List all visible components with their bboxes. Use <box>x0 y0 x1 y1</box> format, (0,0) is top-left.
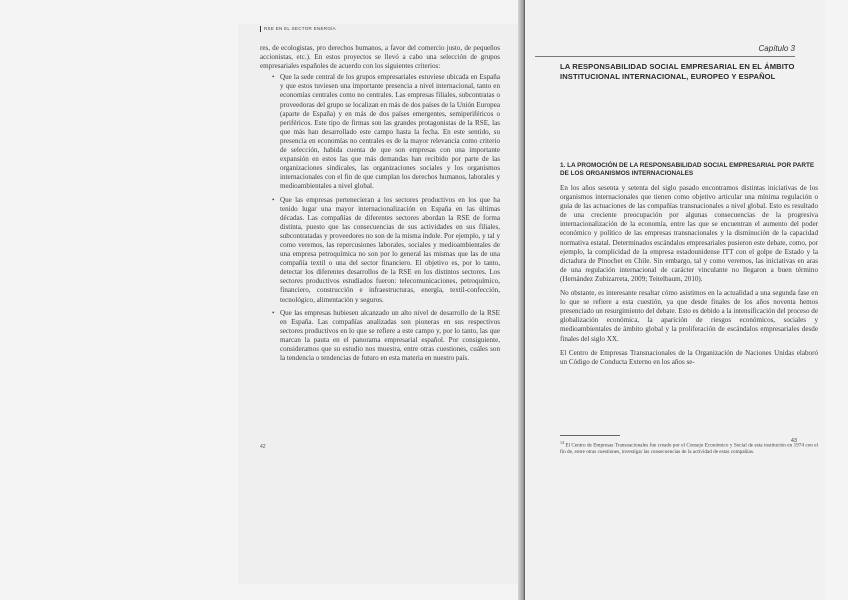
footnote <box>560 440 818 456</box>
body-paragraph: No obstante, es interesante resaltar cómo asistimos en la actualidad a una segunda fase en lo que se refiere a esta cuestión, ya que desde finales de los años noventa hemos presenciado un resurgimiento del debate. Esto es debido a la intensificación del proceso de globalización económica, la aparición de riesgos económicos, sociales y medioambientales de ámbito global y la proliferación de escándalos empresariales desde finales del siglo XX. <box>560 289 818 343</box>
footnote-rule <box>560 435 620 436</box>
chapter-label: Capítulo 3 <box>758 44 795 53</box>
page-number-right: 43 <box>790 438 797 444</box>
right-page <box>525 0 825 600</box>
criteria-list <box>260 73 500 363</box>
left-intro-paragraph: res, de ecologistas, pro derechos humanos, a favor del comercio justo, de pequeños accionistas, etc.). En estos proyectos se llevó a cabo una selección de grupos empresariales españoles de acuerdo con los siguientes criterios: <box>260 44 500 71</box>
criteria-item: • Que las empresas hubiesen alcanzado un alto nivel de desarrollo de la RSE en España. Las compañías analizadas son pioneras en sus respectivos sectores productivos en lo que se refiere a este campo y, por lo tanto, las que marcan la pauta en el panorama empresarial español. Por consiguiente, consideramos que su estudio nos muestra, entre otras cuestiones, cuáles son la tendencia o tendencias de futuro en esta materia en nuestro país. <box>280 309 500 364</box>
chapter-rule <box>535 56 795 57</box>
body-paragraph: El Centro de Empresas Transnacionales de la Organización de Naciones Unidas elaboró un Código de Conducta Externo en los años se- <box>560 348 818 366</box>
section-heading: 1. LA PROMOCIÓN DE LA RESPONSABILIDAD SOCIAL EMPRESARIAL POR PARTE DE LOS ORGANISMOS INTERNACIONALES <box>560 162 815 178</box>
right-body-text <box>560 184 818 372</box>
criteria-item: • Que las empresas pertenecieran a los sectores productivos en los que ha tenido lugar una mayor internacionalización en España en las últimas décadas. Las compañías de diferentes sectores abordan la RSE de forma distinta, puesto que las consecuencias de sus actividades en sus filiales, subcontratadas y proveedores no son de la misma índole. Por ejemplo, y tal y como veremos, las repercusiones laborales, sociales y medioambientales de una empresa petroquímica no son por lo general las mismas que las de una compañía textil o una del sector financiero. El objetivo es, por lo tanto, detectar los diferentes desarrollos de la RSE en los distintos sectores. Los sectores productivos estudiados fueron: telecomunicaciones, petroquímico, financiero, construcción e infraestructuras, energía, textil-confección, tecnológico, alimentación y seguros. <box>280 196 500 305</box>
body-paragraph: En los años sesenta y setenta del siglo pasado encontramos distintas iniciativas de los organismos internacionales que tienen como objetivo articular una mínima regulación o guía de las actuaciones de las compañías transnacionales a nivel global. Esto es resultado de una creciente preocupación por algunas consecuencias de la progresiva internacionalización de la economía, entre las que se encuentran el aumento del poder económico y político de las empresas transnacionales y la disminución de la capacidad normativa estatal. Determinados escándalos empresariales pusieron este debate, como, por ejemplo, la complicidad de la empresa estadounidense ITT con el golpe de Estado y la dictadura de Pinochet en Chile. Sin embargo, tal y como veremos, las iniciativas en aras de una regulación internacional de carácter vinculante no llegaron a buen término (Hernández Zubizarreta, 2009; Teitelbaum, 2010). <box>560 184 818 283</box>
footnote-marker: 14 <box>560 440 564 445</box>
running-head: RSE EN EL SECTOR ENERGÍA <box>260 26 336 32</box>
footnote-text: El Centro de Empresas Transnacionales fue creado por el Consejo Económico y Social de esta institución en 1974 con el fin de, entre otras cuestiones, investigar las consecuencias de la actividad de estas compañías. <box>560 442 818 456</box>
chapter-title: LA RESPONSABILIDAD SOCIAL EMPRESARIAL EN EL ÁMBITO INSTITUCIONAL INTERNACIONAL, EUROPEO Y ESPAÑOL <box>560 62 795 81</box>
criteria-item: • Que la sede central de los grupos empresariales estuviese ubicada en España y que estos tuviesen una importante presencia a nivel internacional, tanto en economías centrales como no centrales. Las empresas filiales, subcontratas o proveedoras del grupo se localizan en más de dos países de la Unión Europea (aparte de España) y en más de dos países emergentes, semiperiféricos o periféricos. Este tipo de firmas son las grandes protagonistas de la RSE, las que más han desarrollado este campo hasta la fecha. En este sentido, su presencia en economías no centrales es de la mayor relevancia como criterio de selección, habida cuenta de que son empresas con una importante expansión en estos las que más demandas han recibido por parte de las organizaciones sindicales, las organizaciones sociales y los organismos internacionales con el fin de que cumplan los derechos humanos, laborales y medioambientales a nivel global. <box>280 73 500 191</box>
left-body-text <box>260 44 500 367</box>
left-page <box>238 24 520 584</box>
page-number-left: 42 <box>260 444 266 450</box>
